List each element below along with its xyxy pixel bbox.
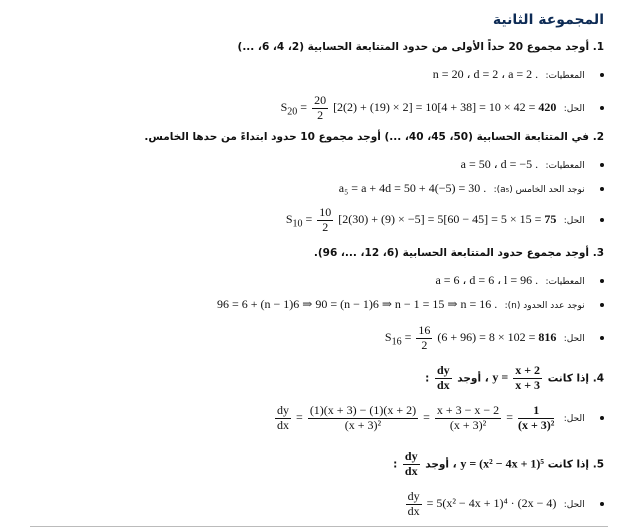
fraction-numerator: dy (436, 363, 450, 377)
q3-solution (385, 324, 604, 353)
fraction-numerator: dy (277, 403, 290, 417)
solution-math (404, 489, 557, 518)
solution-steps: = 5(x² − 4x + 1)⁴ · (2x − 4) (426, 496, 557, 511)
q3-given (435, 274, 604, 287)
bullet (600, 218, 604, 222)
fraction-denominator: 2 (317, 107, 324, 122)
fraction-numerator: dy (407, 489, 420, 503)
q2-given (461, 158, 604, 171)
question-5: 5. إذا كانت y = (x² − 4x + 1)⁵ ، أوجد $\frac{dy}{dx}$ : (393, 449, 604, 478)
solution-steps: [2(30) + (9) × −5] = 5[60 − 45] = 5 × 15 = (338, 212, 545, 227)
fraction-numerator: 1 (518, 404, 554, 419)
bullet (600, 106, 604, 110)
question-4-prefix: 4. إذا كانت (547, 372, 604, 385)
answer-fraction (518, 404, 554, 433)
divider (30, 526, 608, 527)
given-label: المعطيات: (545, 161, 585, 171)
question-5-mid: ، أوجد (425, 458, 457, 471)
sum-subscript: 10 (292, 218, 303, 230)
question-3: 3. أوجد مجموع حدود المتتابعة الحسابية (6، 12، ...، 96). (313, 247, 604, 259)
fifth-term-math: a₅ = a + 4d = 50 + 4(−5) = 30 . (338, 181, 487, 195)
function-lhs: y = (492, 370, 512, 385)
sum-symbol: S (285, 212, 293, 227)
fraction-denominator: (x + 3)² (449, 417, 487, 432)
solution-label: الحل: (563, 414, 585, 425)
question-5-function: y = (x² − 4x + 1)⁵ (460, 456, 545, 471)
solution-steps: [2(2) + (19) × 2] = 10[4 + 38] = 10 × 42 = (333, 100, 539, 115)
given-math: a = 6 ، d = 6 ، l = 96 . (435, 273, 539, 287)
solution-steps: (6 + 96) = 8 × 102 = (437, 330, 539, 345)
solution-math: $S_{20}$ = $\frac{20}{2}$ [2(2) + (19) × 2] = 10[4 + 38] = 10 × 42 = 420 (280, 93, 557, 122)
given-label: المعطيات: (545, 71, 585, 81)
q2-solution (286, 206, 604, 235)
fraction-denominator: x + 3 (515, 378, 541, 393)
bullet (600, 303, 604, 307)
fraction-numerator: (1)(x + 3) − (1)(x + 2) (309, 403, 417, 417)
term-count-math: 96 = 6 + (n − 1)6 ⇒ 90 = (n − 1)6 ⇒ n − 1 = 15 ⇒ n = 16 . (216, 297, 498, 311)
question-2: 2. في المتتابعة الحسابية (50، 45، 40، ...) أوجد مجموع 10 حدود ابتداءً من حدها الخامس. (144, 131, 604, 143)
solution-math: $S_{10}$ = $\frac{10}{2}$ [2(30) + (9) × −5] = 5[60 − 45] = 5 × 15 = 75 (285, 205, 557, 234)
fraction-denominator: (x + 3)² (344, 417, 382, 432)
solution-label: الحل: (563, 500, 585, 511)
q3-term-count (217, 298, 604, 311)
given-label: المعطيات: (545, 277, 585, 287)
solution-math: $\frac{dy}{dx}$ = $\frac{(1)(x + 3) - (1)(x + 2)}{\text{(x + 3)²}}$ = $\frac{x + 3 - x - 2}{\text{(x + 3)²}}$ = $\frac{1}{\text{(x + 3)²}}$ (277, 403, 555, 432)
section-title: المجموعة الثانية (492, 12, 604, 28)
fraction-denominator: dx (404, 463, 418, 478)
question-4: 4. إذا كانت y = $\frac{x + 2}{x + 3}$ ، أوجد $\frac{dy}{dx}$ : (425, 363, 604, 393)
solution-label: الحل: (563, 334, 585, 345)
fraction (435, 404, 501, 433)
fraction-numerator: 10 (319, 205, 332, 219)
fraction-numerator: x + 2 (515, 363, 541, 378)
bullet (600, 187, 604, 191)
fraction (312, 94, 328, 123)
fraction-denominator: dx (436, 377, 450, 392)
bullet (600, 336, 604, 340)
question-4-mid: ، أوجد (457, 372, 489, 385)
solution-math: $S_{16}$ = $\frac{16}{2}$ (6 + 96) = 8 × 102 = 816 (384, 323, 557, 352)
bullet (600, 502, 604, 506)
derivative-fraction (406, 490, 422, 519)
question-5-prefix: 5. إذا كانت (547, 458, 604, 471)
fifth-term-label: نوجد الحد الخامس (a₅): (493, 185, 585, 195)
fraction-denominator: (x + 3)² (517, 417, 555, 432)
answer: 816 (538, 330, 557, 345)
derivative-fraction (275, 404, 291, 433)
fraction-denominator: dx (407, 503, 420, 518)
q1-given (433, 68, 604, 81)
fraction (317, 206, 333, 235)
sum-symbol: S (280, 100, 288, 115)
term-count-label: نوجد عدد الحدود (n): (504, 301, 585, 311)
answer: 420 (538, 100, 557, 115)
fraction (416, 324, 432, 353)
solution-label: الحل: (563, 104, 585, 115)
q5-solution (404, 490, 604, 519)
bullet (600, 73, 604, 77)
bullet (600, 279, 604, 283)
answer: 75 (544, 212, 557, 227)
q2-fifth-term (339, 182, 604, 195)
q4-solution (273, 404, 604, 433)
question-4-function (492, 363, 544, 393)
fraction-denominator: 2 (322, 219, 329, 234)
q1-solution (281, 94, 604, 123)
solution-label: الحل: (563, 216, 585, 227)
fraction-numerator: x + 3 − x − 2 (436, 403, 500, 417)
sum-symbol: S (384, 330, 392, 345)
given-math: n = 20 ، d = 2 ، a = 2 . (432, 67, 539, 81)
fraction (308, 404, 418, 433)
given-math: a = 50 ، d = −5 . (460, 157, 539, 171)
derivative-fraction (435, 364, 452, 393)
fraction-numerator: dy (404, 449, 418, 463)
sum-subscript: 20 (287, 106, 298, 118)
sum-subscript: 16 (391, 336, 402, 348)
question-1: 1. أوجد مجموع 20 حداً الأولى من حدود المتتابعة الحسابية (2، 4، 6، ...) (237, 41, 604, 53)
fraction-numerator: 16 (418, 323, 431, 337)
fraction-denominator: dx (277, 417, 290, 432)
fraction (513, 364, 542, 393)
bullet (600, 416, 604, 420)
fraction-denominator: 2 (421, 337, 428, 352)
bullet (600, 163, 604, 167)
fraction-numerator: 20 (314, 93, 327, 107)
derivative-fraction (403, 450, 420, 479)
